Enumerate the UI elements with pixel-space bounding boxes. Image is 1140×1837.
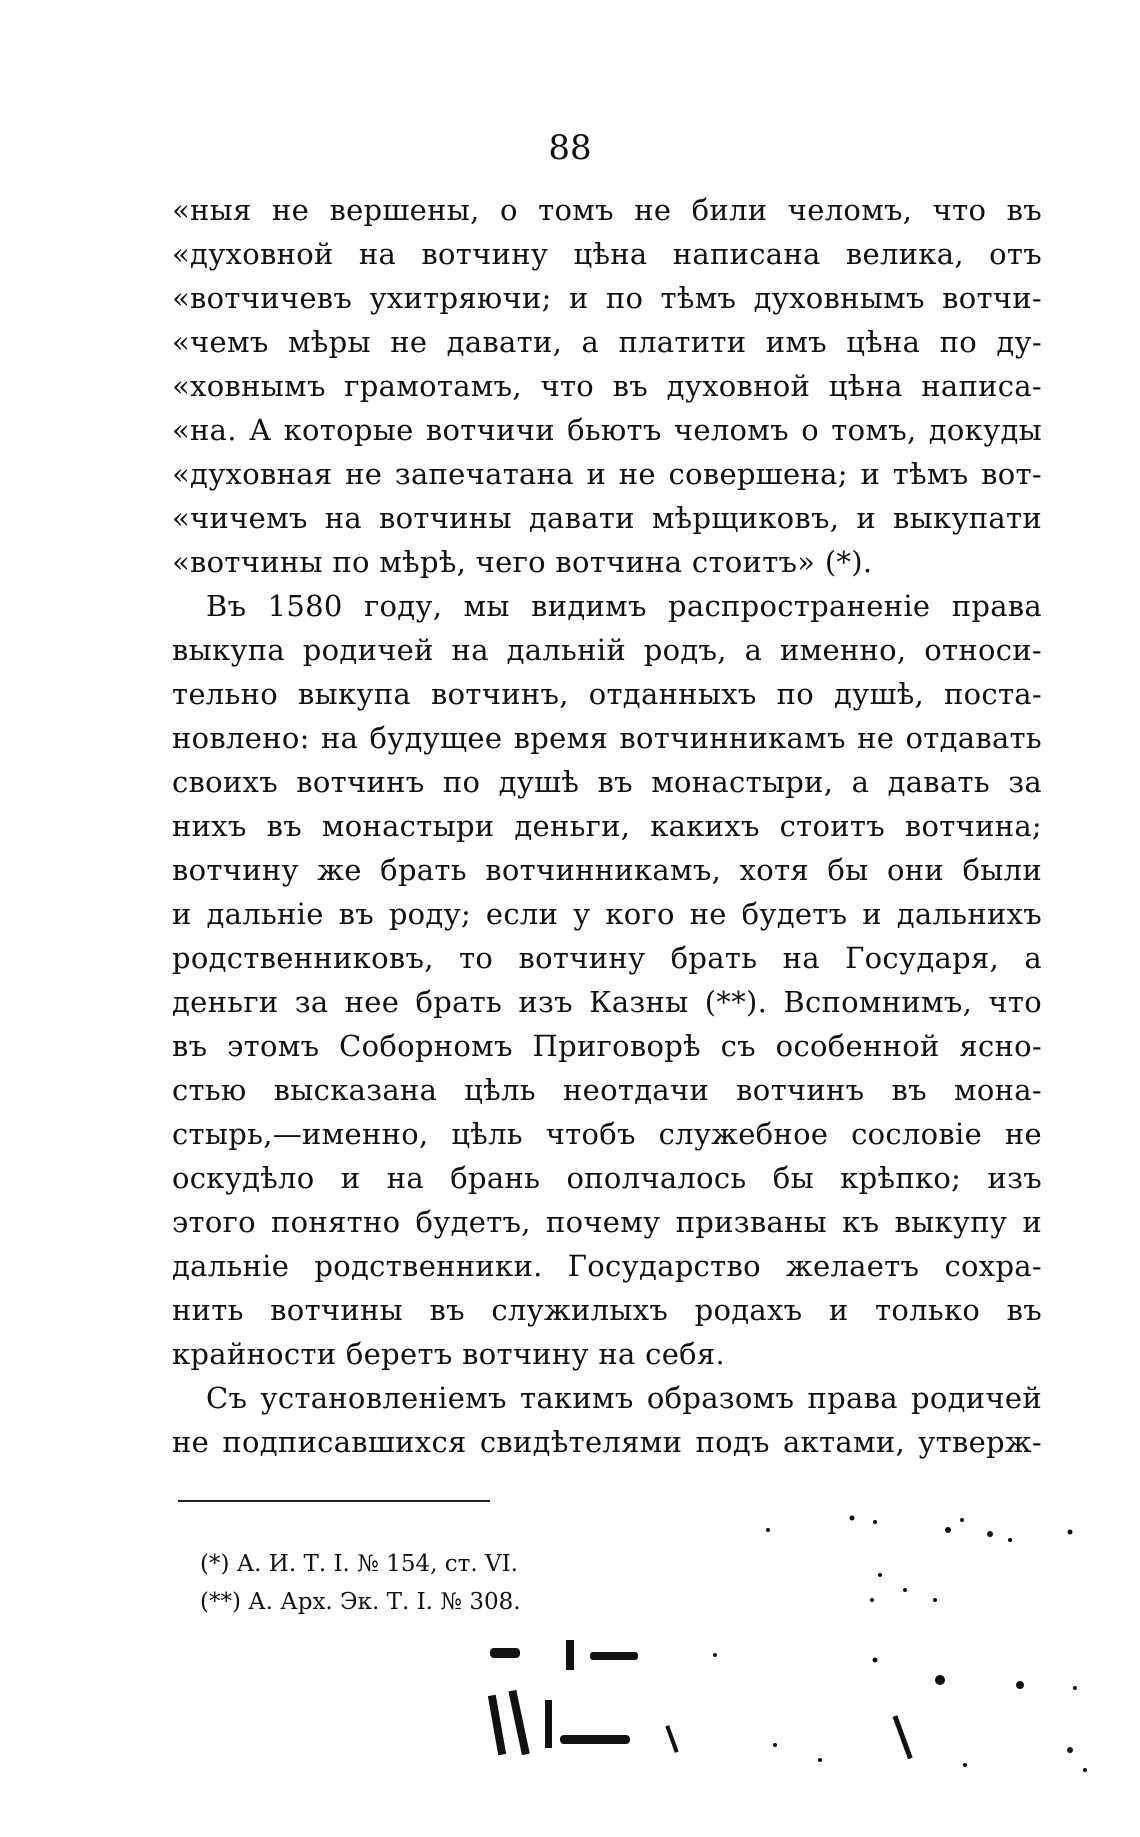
text-line: не подписавшихся свидѣтелями подъ актами, утверж- [172,1425,1042,1459]
body-text [172,188,1042,1464]
footnotes [200,1545,900,1621]
text-line: тельно выкупа вотчинъ, отданныхъ по душѣ, поста- [172,677,1042,711]
footnote-2: (**) А. Арх. Эк. Т. I. № 308. [200,1589,521,1615]
text-line: «на. А которые вотчичи бьютъ челомъ о томъ, докуды [172,413,1042,447]
text-line: Съ установленіемъ такимъ образомъ права родичей [206,1381,1042,1415]
text-line: дальніе родственники. Государство желаетъ сохра- [172,1249,1042,1283]
text-line: «ныя не вершены, о томъ не били челомъ, что въ [172,193,1042,227]
paragraph-2 [172,584,1042,1376]
text-line: оскудѣло и на брань ополчалось бы крѣпко; изъ [172,1161,1042,1195]
text-line: «ховнымъ грамотамъ, что въ духовной цѣна написа- [172,369,1042,403]
text-line: и дальніе въ роду; если у кого не будетъ и дальнихъ [172,897,1042,931]
text-line: «духовная не запечатана и не совершена; и тѣмъ вот- [172,457,1042,491]
text-line: «духовной на вотчину цѣна написана велика, отъ [172,237,1042,271]
text-line: «чемъ мѣры не давати, а платити имъ цѣна по ду- [172,325,1042,359]
text-line: выкупа родичей на дальній родъ, а именно, относи- [172,633,1042,667]
text-line: крайности беретъ вотчину на себя. [172,1337,726,1371]
text-line: этого понятно будетъ, почему призваны къ выкупу и [172,1205,1042,1239]
text-line: деньги за нее брать изъ Казны (**). Вспомнимъ, что [172,985,1042,1019]
text-line: новлено: на будущее время вотчинникамъ не отдавать [172,721,1042,755]
text-line: «чичемъ на вотчины давати мѣрщиковъ, и выкупати [172,501,1042,535]
text-line: стырь,—именно, цѣль чтобъ служебное сословіе не [172,1117,1042,1151]
paragraph-1 [172,188,1042,584]
text-line: нить вотчины въ служилыхъ родахъ и только въ [172,1293,1042,1327]
text-line: нихъ въ монастыри деньги, какихъ стоитъ вотчина; [172,809,1042,843]
page-number: 88 [548,128,592,168]
paragraph-3 [172,1376,1042,1464]
text-line: Въ 1580 году, мы видимъ распространеніе права [206,589,1042,623]
text-line: «вотчичевъ ухитряючи; и по тѣмъ духовнымъ вотчи- [172,281,1042,315]
text-line: въ этомъ Соборномъ Приговорѣ съ особенной ясно- [172,1029,1042,1063]
footnote-separator [178,1500,490,1502]
text-line: «вотчины по мѣрѣ, чего вотчина стоитъ» (*). [172,545,873,579]
footnote-1: (*) А. И. Т. I. № 154, ст. VI. [200,1551,518,1577]
text-line: вотчину же брать вотчинникамъ, хотя бы они были [172,853,1042,887]
text-line: своихъ вотчинъ по душѣ въ монастыри, а давать за [172,765,1042,799]
text-line: родственниковъ, то вотчину брать на Государя, а [172,941,1042,975]
text-line: стью высказана цѣль неотдачи вотчинъ въ мона- [172,1073,1042,1107]
